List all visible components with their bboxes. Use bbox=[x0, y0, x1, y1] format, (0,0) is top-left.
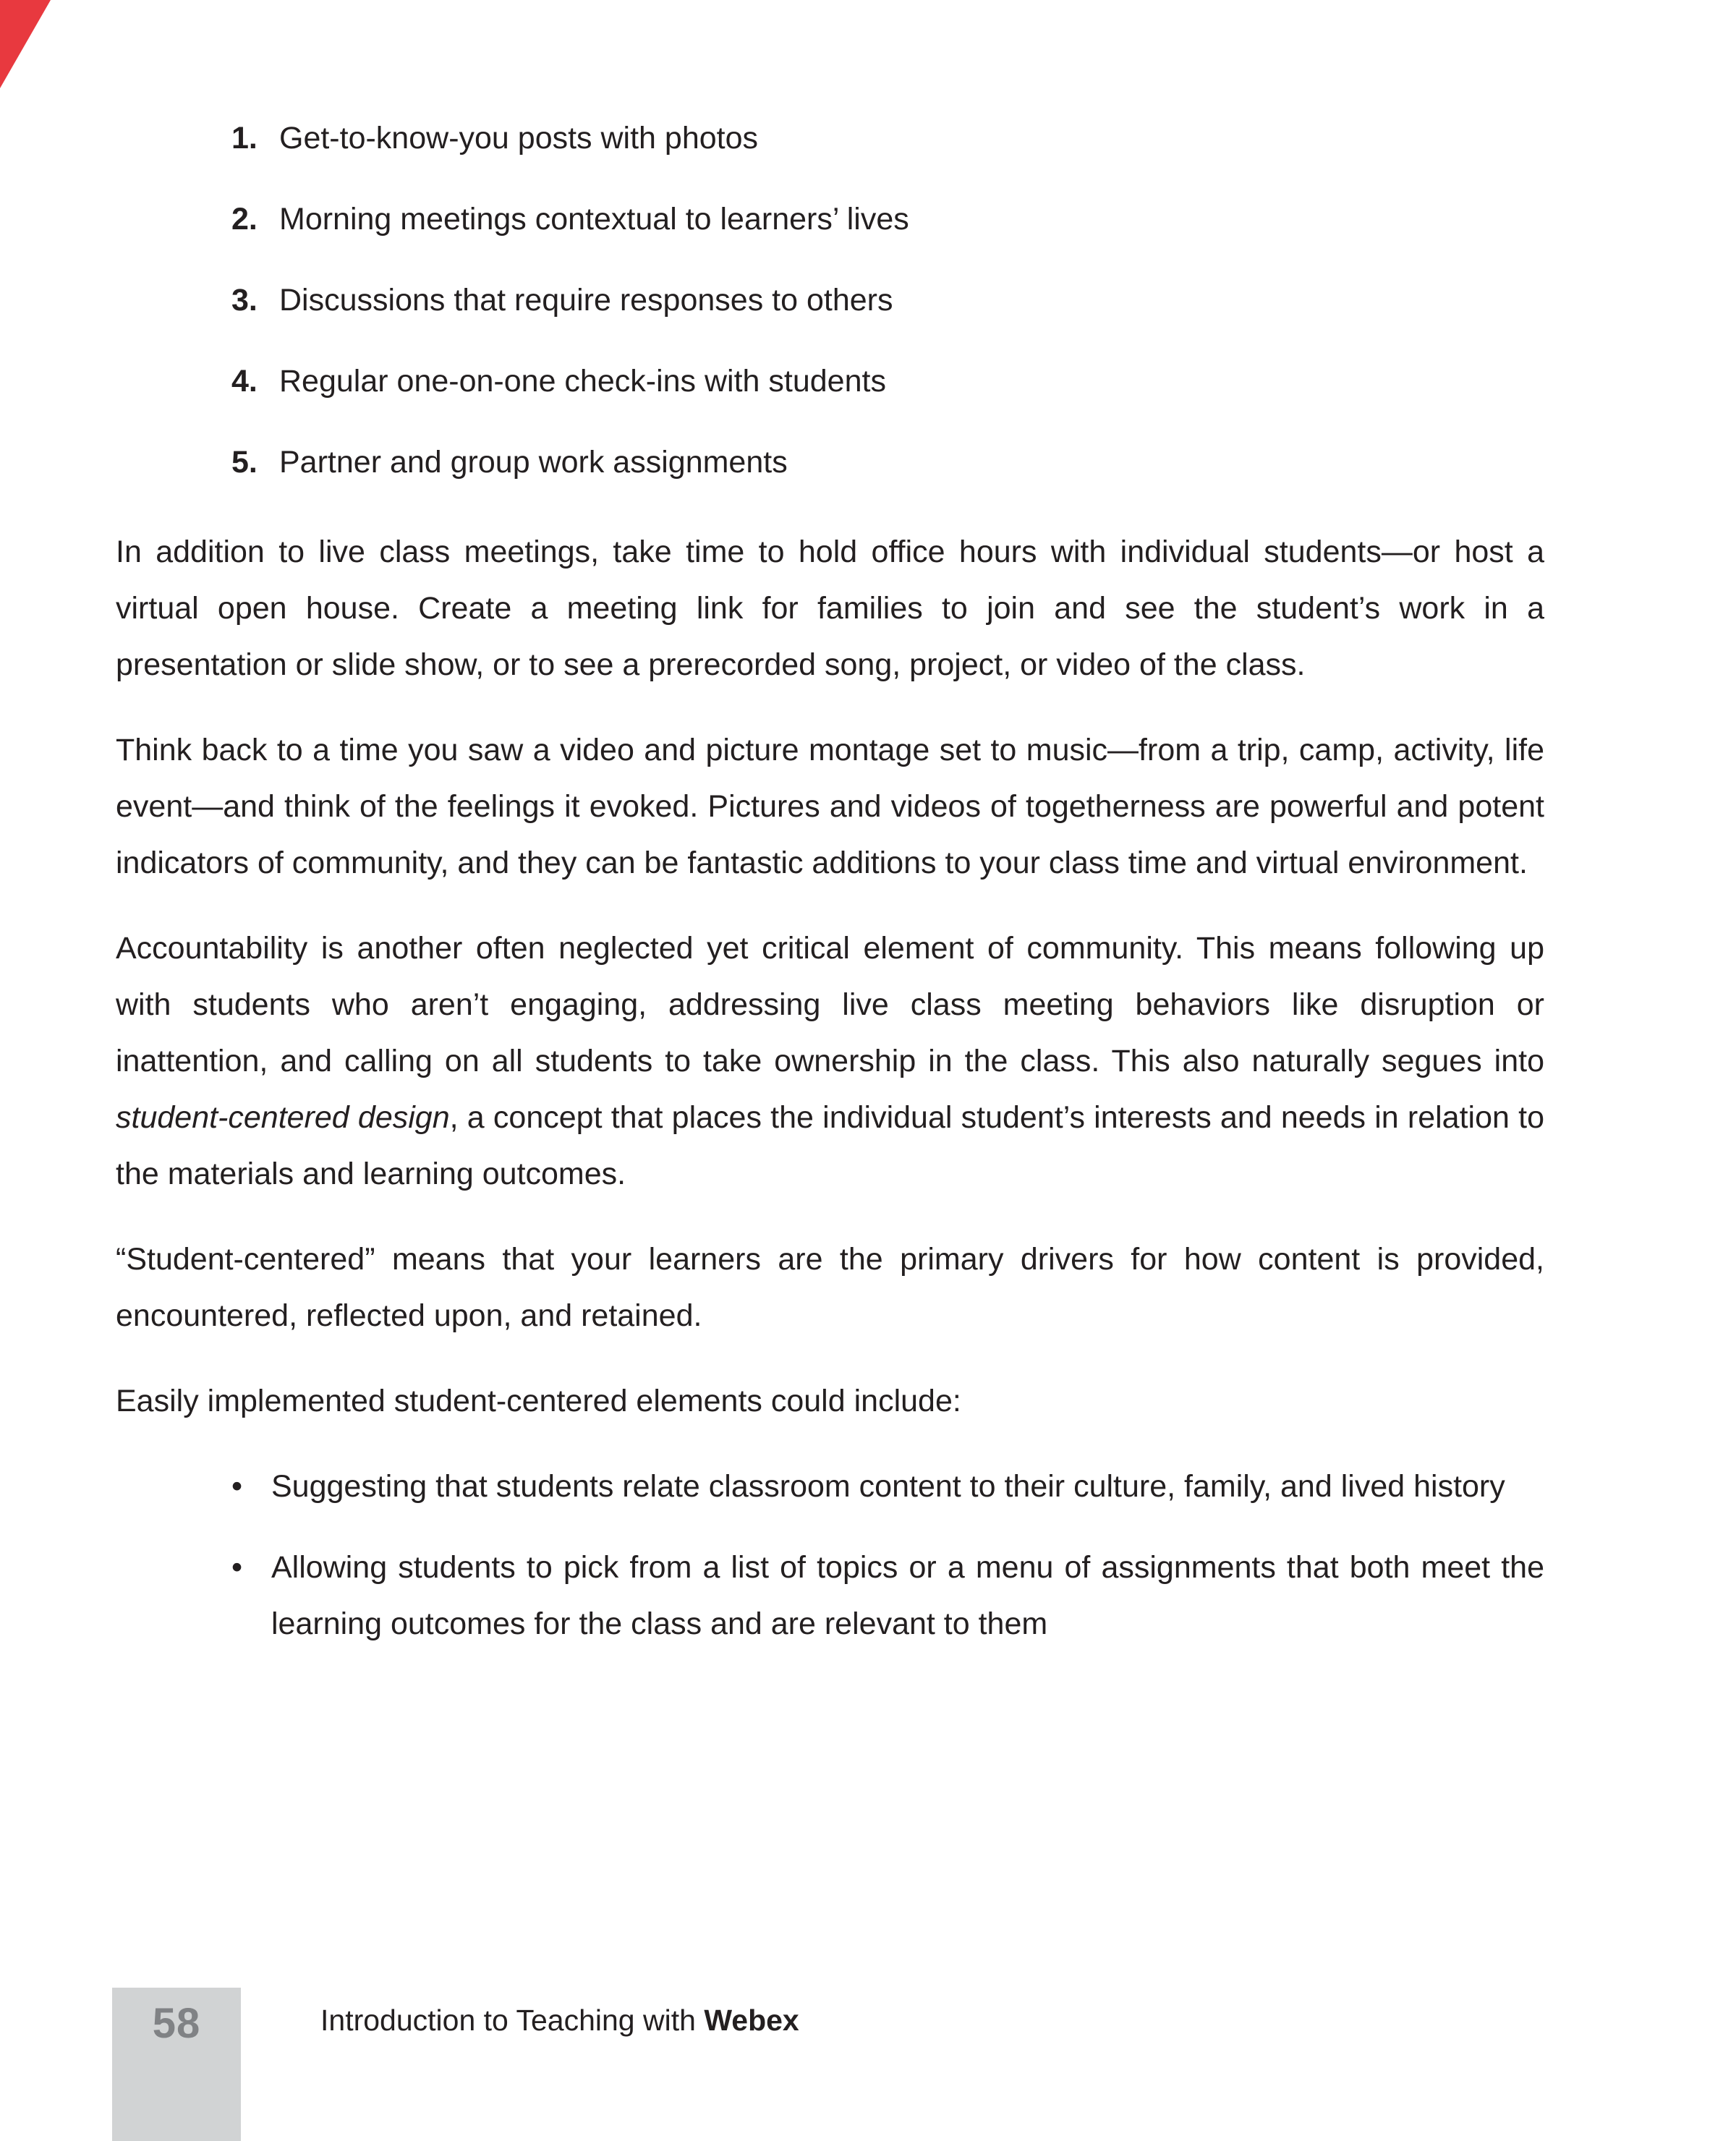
list-number: 3. bbox=[231, 283, 258, 318]
bullet-item bbox=[231, 1458, 1544, 1515]
footer-title bbox=[320, 2004, 799, 2038]
numbered-list bbox=[116, 110, 1544, 490]
list-item-text: Discussions that require responses to others bbox=[279, 283, 893, 318]
numbered-list-item bbox=[231, 191, 1544, 247]
numbered-list-item bbox=[231, 272, 1544, 328]
footer-title-bold: Webex bbox=[704, 2004, 799, 2037]
page-number: 58 bbox=[152, 2000, 201, 2047]
list-number: 4. bbox=[231, 364, 258, 399]
numbered-list-item bbox=[231, 353, 1544, 409]
list-number: 2. bbox=[231, 202, 258, 237]
bullet-list bbox=[116, 1458, 1544, 1652]
numbered-list-item bbox=[231, 110, 1544, 166]
list-number: 5. bbox=[231, 445, 258, 480]
page-number-box bbox=[112, 1988, 241, 2141]
paragraph-office-hours: In addition to live class meetings, take time to hold office hours with individual students—or host a virtual open house. Create a meeting link for families to join and see the student’s work in a presentation or slide show, or to see a prerecorded song, project, or video of the class. bbox=[116, 535, 1544, 682]
paragraph-elements-intro: Easily implemented student-centered elements could include: bbox=[116, 1384, 961, 1418]
list-item-text: Morning meetings contextual to learners’ lives bbox=[279, 202, 909, 237]
numbered-list-item bbox=[231, 434, 1544, 490]
red-corner-accent bbox=[0, 0, 51, 88]
list-number: 1. bbox=[231, 121, 258, 156]
paragraph-student-centered-definition: “Student-centered” means that your learners are the primary drivers for how content is provided, encountered, reflected upon, and retained. bbox=[116, 1242, 1544, 1333]
bullet-icon: • bbox=[231, 1469, 243, 1504]
bullet-text: Allowing students to pick from a list of topics or a menu of assignments that both meet the learning outcomes for the class and are relevant to them bbox=[271, 1550, 1544, 1641]
bullet-text: Suggesting that students relate classroom content to their culture, family, and lived history bbox=[271, 1469, 1505, 1504]
italic-term-student-centered-design: student-centered design bbox=[116, 1100, 450, 1135]
bullet-icon: • bbox=[231, 1550, 243, 1585]
page-content bbox=[116, 110, 1544, 1677]
paragraph-accountability bbox=[116, 920, 1544, 1202]
bullet-item bbox=[231, 1539, 1544, 1652]
list-item-text: Regular one-on-one check-ins with students bbox=[279, 364, 886, 399]
paragraph-accountability-text-before: Accountability is another often neglected yet critical element of community. This means following up with students who aren’t engaging, addressing live class meeting behaviors like disruption or inattention, and calling on all students to take ownership in the class. This also naturally segues into bbox=[116, 931, 1544, 1078]
list-item-text: Get-to-know-you posts with photos bbox=[279, 121, 759, 156]
paragraph-accountability-text-after: , a concept that places the individual student’s interests and needs in relation to the materials and learning outcomes. bbox=[116, 1100, 1544, 1191]
list-item-text: Partner and group work assignments bbox=[279, 445, 788, 480]
paragraph-video-montage: Think back to a time you saw a video and picture montage set to music—from a trip, camp, activity, life event—and think of the feelings it evoked. Pictures and videos of togetherness are powerful and potent indicators of community, and they can be fantastic additions to your class time and virtual environment. bbox=[116, 733, 1544, 880]
footer-title-regular: Introduction to Teaching with bbox=[320, 2004, 705, 2037]
